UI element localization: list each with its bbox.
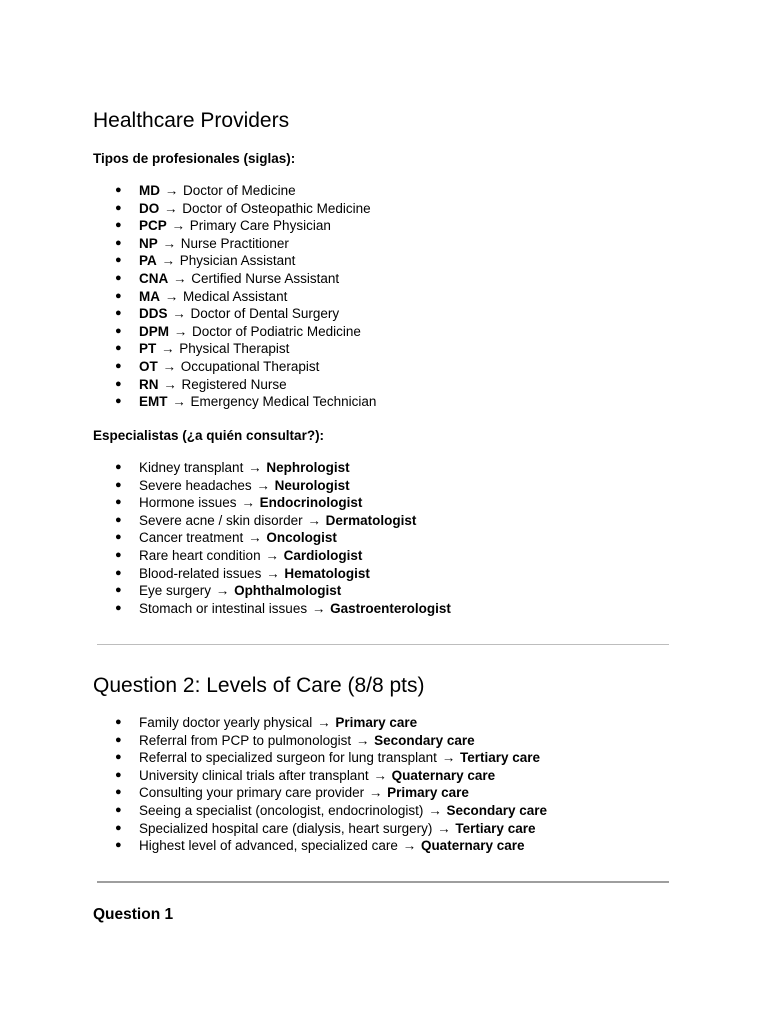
level-of-care-list-item [93,802,547,820]
list-item-text: Registered Nurse [181,376,287,392]
arrow-icon: → [311,600,326,616]
specialist-list-item [93,547,451,565]
bullet-icon: ● [115,395,122,408]
specialist-list-item [93,512,451,530]
answer-text: Tertiary care [459,750,541,766]
abbreviation: MD [139,183,160,198]
arrow-icon: → [428,802,442,818]
arrow-icon: → [248,460,262,475]
level-of-care-list-item [93,767,547,785]
list-item-text: Severe headaches [139,477,252,493]
bullet-icon: ● [115,377,122,390]
levels-of-care-list [93,714,547,855]
specialist-list-item [93,477,451,495]
bullet-icon: ● [115,342,122,355]
arrow-icon: → [355,732,370,748]
levels-of-care-heading: Question 2: Levels of Care (8/8 pts) [93,674,425,697]
arrow-icon: → [317,715,331,730]
answer-text: Secondary care [374,732,475,748]
professional-list-item [93,323,376,341]
answer-text: Tertiary care [455,820,536,836]
healthcare-providers-heading: Healthcare Providers [93,109,290,132]
level-of-care-list-item [93,714,547,732]
professional-list-item [93,340,376,358]
abbreviation: DPM [139,323,169,339]
professional-list-item [93,393,376,411]
arrow-icon: → [164,183,179,198]
professional-list-item [93,235,376,253]
arrow-icon: → [173,323,188,339]
professional-list-item [93,217,376,235]
abbreviation: MA [139,288,160,304]
level-of-care-list-item [93,837,547,855]
professional-list-item [93,182,376,200]
abbreviation: RN [139,376,159,392]
bullet-icon: ● [115,821,122,834]
bullet-icon: ● [115,566,122,579]
specialist-list-item [93,494,451,512]
abbreviation: EMT [139,394,168,410]
arrow-icon: → [163,376,177,392]
bullet-icon: ● [115,496,122,509]
bullet-icon: ● [115,307,122,320]
specialist-list-item [93,582,451,600]
list-item-text: Certified Nurse Assistant [191,270,340,286]
list-item-text: Specialized hospital care (dialysis, heart surgery) [139,820,433,836]
answer-text: Hematologist [284,565,370,581]
abbreviation: NP [139,235,158,251]
list-item-text: Seeing a specialist (oncologist, endocrinologist) [139,802,424,818]
bullet-icon: ● [115,478,122,491]
specialist-list-item [93,600,451,618]
arrow-icon: → [373,767,387,783]
bullet-icon: ● [115,601,122,614]
level-of-care-list-item [93,820,547,838]
list-item-text: Cancer treatment [139,530,244,546]
list-item-text: Doctor of Podiatric Medicine [192,323,361,339]
list-item-text: Stomach or intestinal issues [139,600,308,616]
arrow-icon: → [256,477,270,493]
list-item-text: Family doctor yearly physical [139,715,313,730]
abbreviation: DDS [139,306,168,322]
arrow-icon: → [164,200,178,216]
specialist-list-item [93,529,451,547]
level-of-care-list-item [93,732,547,750]
list-item-text: Consulting your primary care provider [139,785,365,801]
bullet-icon: ● [115,236,122,249]
arrow-icon: → [164,288,179,304]
bullet-icon: ● [115,461,122,473]
professionals-subheading: Tipos de profesionales (siglas): [93,151,296,166]
question-1-heading: Question 1 [93,906,174,923]
abbreviation: CNA [139,270,169,286]
answer-text: Secondary care [446,802,548,818]
bullet-icon: ● [115,716,122,728]
arrow-icon: → [266,565,280,581]
level-of-care-list-item [93,749,547,767]
answer-text: Nephrologist [266,460,350,475]
arrow-icon: → [307,512,321,528]
bullet-icon: ● [115,531,122,544]
arrow-icon: → [162,358,177,374]
list-item-text: Referral from PCP to pulmonologist [139,732,352,748]
bullet-icon: ● [115,271,122,284]
answer-text: Primary care [387,785,469,801]
arrow-icon: → [441,750,456,766]
bullet-icon: ● [115,359,122,372]
arrow-icon: → [265,547,279,563]
arrow-icon: → [437,820,451,836]
bullet-icon: ● [115,513,122,526]
bullet-icon: ● [115,219,122,232]
list-item-text: Blood-related issues [139,565,262,581]
answer-text: Primary care [335,715,418,730]
arrow-icon: → [248,530,262,546]
answer-text: Dermatologist [325,512,417,528]
level-of-care-list-item [93,784,547,802]
bullet-icon: ● [115,733,122,746]
list-item-text: University clinical trials after transplant [139,767,369,783]
arrow-icon: → [172,306,186,322]
specialist-list-item [93,565,451,583]
bullet-icon: ● [115,289,122,302]
list-item-text: Eye surgery [139,583,212,599]
list-item-text: Doctor of Osteopathic Medicine [182,200,371,216]
list-item-text: Physical Therapist [179,341,290,357]
answer-text: Quaternary care [391,767,496,783]
professional-list-item [93,270,376,288]
arrow-icon: → [161,253,176,269]
abbreviation: DO [139,200,160,216]
bullet-icon: ● [115,201,122,214]
arrow-icon: → [172,394,186,410]
list-item-text: Occupational Therapist [180,358,320,374]
list-item-text: Emergency Medical Technician [190,394,377,410]
abbreviation: PCP [139,218,167,234]
arrow-icon: → [171,218,186,234]
professional-list-item [93,200,376,218]
arrow-icon: → [402,838,417,854]
answer-text: Oncologist [266,530,337,546]
section-divider [97,644,669,645]
list-item-text: Doctor of Dental Surgery [190,306,340,322]
bullet-icon: ● [115,839,122,852]
professional-list-item [93,252,376,270]
list-item-text: Primary Care Physician [189,218,331,234]
abbreviation: PA [139,253,157,269]
abbreviation: OT [139,358,158,374]
professionals-list [93,182,376,411]
abbreviation: PT [139,341,157,357]
specialist-list-item [93,459,451,477]
professional-list-item [93,376,376,394]
list-item-text: Hormone issues [139,495,237,511]
bullet-icon: ● [115,786,122,799]
list-item-text: Nurse Practitioner [180,235,289,251]
answer-text: Ophthalmologist [234,583,342,599]
arrow-icon: → [215,583,230,599]
bullet-icon: ● [115,184,122,196]
arrow-icon: → [162,235,177,251]
professional-list-item [93,305,376,323]
list-item-text: Highest level of advanced, specialized care [139,838,398,854]
bullet-icon: ● [115,803,122,816]
specialists-subheading: Especialistas (¿a quién consultar?): [93,428,325,443]
list-item-text: Kidney transplant [139,460,244,475]
specialists-list [93,459,451,617]
answer-text: Gastroenterologist [330,600,451,616]
bullet-icon: ● [115,768,122,781]
answer-text: Neurologist [274,477,350,493]
bullet-icon: ● [115,254,122,267]
bullet-icon: ● [115,324,122,337]
list-item-text: Doctor of Medicine [183,183,296,198]
bullet-icon: ● [115,584,122,597]
list-item-text: Physician Assistant [179,253,296,269]
bullet-icon: ● [115,751,122,764]
answer-text: Quaternary care [420,838,525,854]
professional-list-item [93,288,376,306]
answer-text: Cardiologist [283,547,363,563]
arrow-icon: → [161,341,175,357]
professional-list-item [93,358,376,376]
answer-text: Endocrinologist [259,495,363,511]
arrow-icon: → [173,270,187,286]
list-item-text: Rare heart condition [139,547,261,563]
list-item-text: Severe acne / skin disorder [139,512,303,528]
section-divider [97,881,669,883]
list-item-text: Medical Assistant [183,288,288,304]
arrow-icon: → [241,495,255,511]
list-item-text: Referral to specialized surgeon for lung transplant [139,750,437,766]
arrow-icon: → [368,785,383,801]
bullet-icon: ● [115,548,122,561]
